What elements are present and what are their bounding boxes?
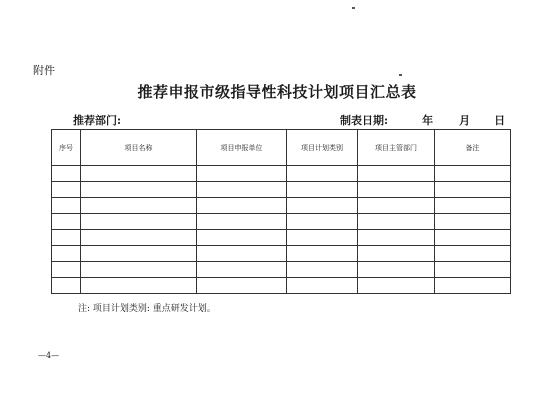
table-cell [197,278,287,294]
page-number: —4— [38,351,60,360]
table-cell [287,246,358,262]
table-cell [287,262,358,278]
table-cell [435,214,511,230]
table-cell [287,198,358,214]
table-cell [52,230,81,246]
table-cell [358,230,435,246]
table-cell [81,246,197,262]
table-row [52,262,511,278]
header-plan-category: 项目计划类别 [287,130,358,166]
table-cell [81,198,197,214]
footnote: 注: 项目计划类别: 重点研发计划。 [78,304,216,314]
table-cell [358,198,435,214]
table-cell [287,230,358,246]
year-label: 年 [422,114,434,127]
table-cell [358,166,435,182]
table-header-row [52,130,511,166]
table-cell [435,166,511,182]
header-supervising-dept: 项目主管部门 [358,130,435,166]
table-row [52,246,511,262]
table-cell [81,214,197,230]
scan-speck [352,7,355,9]
table-cell [81,166,197,182]
header-applicant-unit: 项目申报单位 [197,130,287,166]
table-cell [81,278,197,294]
table-cell [358,278,435,294]
header-remarks: 备注 [435,130,511,166]
table-row [52,166,511,182]
table-cell [287,182,358,198]
table-cell [287,166,358,182]
table-cell [435,230,511,246]
table-cell [52,246,81,262]
attachment-label: 附件 [33,64,55,77]
date-label: 制表日期: [340,114,389,127]
month-label: 月 [459,114,471,127]
table-cell [287,278,358,294]
table-cell [197,246,287,262]
table-cell [435,198,511,214]
table-cell [52,166,81,182]
table-cell [197,230,287,246]
table-row [52,230,511,246]
scan-speck [399,74,402,76]
summary-table [51,129,511,294]
table-cell [197,262,287,278]
day-label: 日 [494,114,506,127]
table-cell [52,182,81,198]
table-cell [358,246,435,262]
recommending-department-label: 推荐部门: [73,114,122,127]
table-cell [52,278,81,294]
table-date-line [340,112,505,128]
table-row [52,182,511,198]
table-body [52,166,511,294]
table-cell [52,198,81,214]
table-row [52,198,511,214]
table-cell [435,262,511,278]
page-title: 推荐申报市级指导性科技计划项目汇总表 [137,83,417,101]
table-cell [81,230,197,246]
table-row [52,214,511,230]
table-cell [358,182,435,198]
table-cell [358,262,435,278]
table-row [52,278,511,294]
table-cell [435,246,511,262]
table-cell [81,182,197,198]
table-cell [435,278,511,294]
table-cell [435,182,511,198]
table-cell [81,262,197,278]
header-project-name: 项目名称 [81,130,197,166]
header-serial-number: 序号 [52,130,81,166]
table-cell [52,262,81,278]
table-cell [358,214,435,230]
table-cell [197,182,287,198]
table-cell [197,166,287,182]
table-cell [287,214,358,230]
table-cell [52,214,81,230]
table-cell [197,214,287,230]
table-cell [197,198,287,214]
